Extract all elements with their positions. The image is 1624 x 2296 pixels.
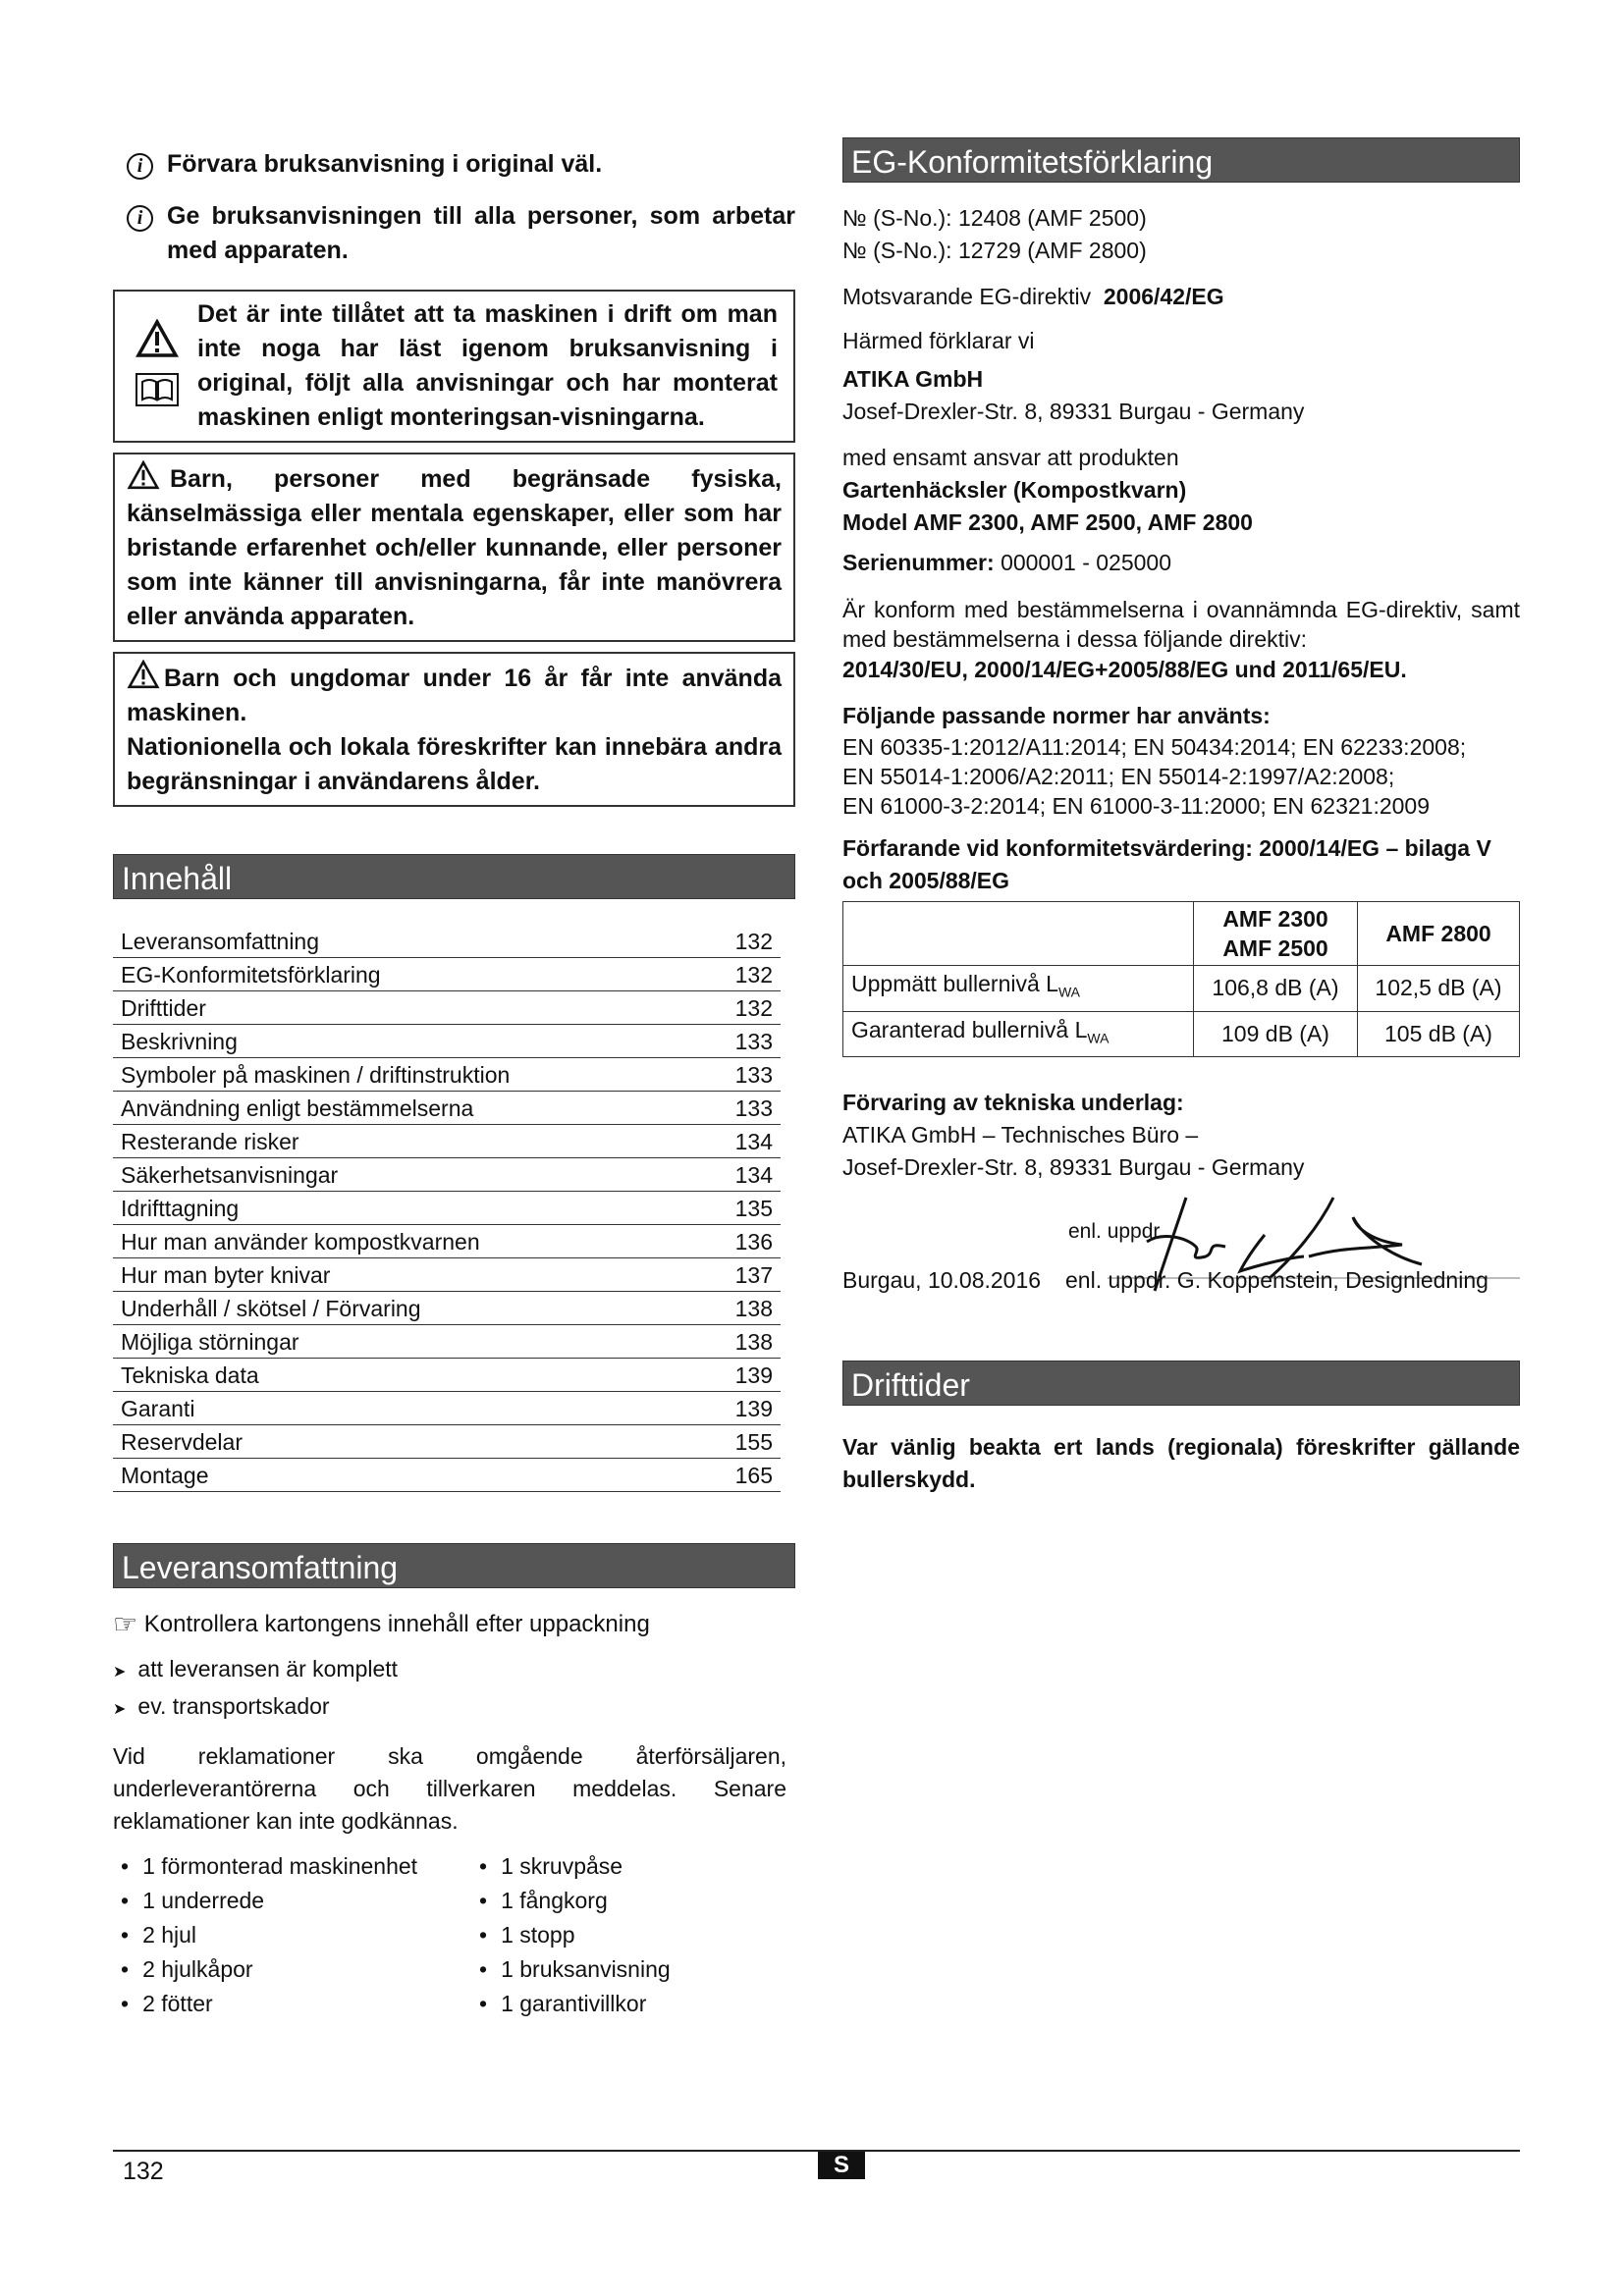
delivery-paragraph: Vid reklamationer ska omgående återförsäljaren, underleverantörerna och tillverkaren meddelas. Senare reklamationer kan inte godkännas.	[113, 1743, 786, 1834]
toc-row[interactable]	[113, 991, 781, 1025]
table-cell: Garanterad bullernivå L	[851, 1016, 1088, 1042]
table-header: AMF 2800	[1358, 902, 1520, 966]
right-column	[842, 137, 1520, 1519]
toc-row[interactable]	[113, 958, 781, 991]
bullet-icon: •	[479, 1922, 488, 1948]
info-icon: i	[127, 205, 153, 232]
toc-row[interactable]	[113, 1325, 781, 1359]
toc-row[interactable]	[113, 1158, 781, 1192]
list-item: • 2 fötter	[121, 1991, 213, 2016]
left-column	[113, 137, 795, 2021]
bullet-icon: •	[121, 1956, 130, 1982]
toc-row[interactable]	[113, 1192, 781, 1225]
footer-divider	[113, 2150, 1520, 2152]
norms-line: EN 61000-3-2:2014; EN 61000-3-11:2000; EN 62321:2009	[842, 793, 1431, 819]
toc-entry-page: 134	[734, 1162, 773, 1188]
toc-row[interactable]	[113, 1125, 781, 1158]
table-row: Uppmätt bullernivå $L_{WA}$ 106,8 dB (A) 102,5 dB (A)	[843, 966, 1520, 1012]
serial-number-2: № (S-No.): 12729 (AMF 2800)	[842, 238, 1147, 263]
operating-heading: Drifttider	[842, 1361, 1520, 1406]
noise-table	[842, 901, 1520, 1057]
toc-entry-page: 155	[734, 1429, 773, 1455]
bullet-icon: •	[121, 1991, 130, 2016]
toc-entry-page: 135	[734, 1196, 773, 1221]
manual-book-icon	[135, 372, 180, 407]
table-cell: 105 dB (A)	[1358, 1011, 1520, 1057]
toc-entry-label: Symboler på maskinen / driftinstruktion	[121, 1062, 511, 1088]
table-cell: 102,5 dB (A)	[1358, 966, 1520, 1012]
list-item: • 1 stopp	[479, 1922, 575, 1948]
table-cell: Uppmätt bullernivå L	[851, 971, 1058, 996]
conformity-section	[842, 202, 1520, 1296]
delivery-section	[113, 1608, 795, 2021]
toc-entry-page: 165	[734, 1463, 773, 1488]
table-cell: 106,8 dB (A)	[1194, 966, 1358, 1012]
table-row	[843, 902, 1520, 966]
page-number: 132	[123, 2158, 164, 2185]
bullet-icon: •	[479, 1956, 488, 1982]
toc-row[interactable]	[113, 1025, 781, 1058]
toc-row[interactable]	[113, 1459, 781, 1492]
language-badge: S	[818, 2152, 865, 2179]
toc-row[interactable]	[113, 1392, 781, 1425]
directive-label: Motsvarande EG-direktiv	[842, 284, 1092, 309]
company-address: Josef-Drexler-Str. 8, 89331 Burgau - Germany	[842, 399, 1305, 424]
list-item: • 2 hjul	[121, 1922, 197, 1948]
toc-entry-page: 133	[734, 1029, 773, 1054]
toc-row[interactable]	[113, 1058, 781, 1092]
toc-entry-label: Drifttider	[121, 995, 206, 1021]
list-item: • 1 fångkorg	[479, 1888, 608, 1913]
directives-list: 2014/30/EU, 2000/14/EG+2005/88/EG und 2011/65/EU.	[842, 657, 1407, 682]
sole-responsibility: med ensamt ansvar att produkten	[842, 445, 1179, 470]
warning-age	[113, 652, 795, 807]
product-name: Gartenhäcksler (Kompostkvarn)	[842, 477, 1187, 503]
list-item: • 2 hjulkåpor	[121, 1956, 253, 1982]
toc-entry-label: Möjliga störningar	[121, 1329, 299, 1355]
toc-row[interactable]	[113, 1225, 781, 1258]
toc-row[interactable]	[113, 1425, 781, 1459]
toc-entry-page: 139	[734, 1396, 773, 1421]
company-name: ATIKA GmbH	[842, 366, 984, 392]
list-item: • 1 skruvpåse	[479, 1853, 623, 1879]
delivery-check-text: Kontrollera kartongens innehåll efter uppackning	[143, 1611, 650, 1637]
arrow-bullet-icon: ➤	[113, 1701, 127, 1718]
list-item: ➤ att leveransen är komplett	[113, 1656, 399, 1682]
pointing-hand-icon: ☞	[113, 1609, 138, 1639]
info-note-text: Förvara bruksanvisning i original väl.	[167, 150, 603, 178]
warning-age-text-2: Nationionella och lokala föreskrifter kan innebära andra begränsningar i användarens ålder.	[127, 733, 782, 795]
warning-persons-text: Barn, personer med begränsade fysiska, känselmässiga eller mentala egenskaper, eller som har bristande erfarenhet och/eller kunnande, eller personer som inte känner till anvisningarna, får inte manövrera eller använda apparaten.	[127, 465, 782, 630]
info-note	[113, 147, 795, 182]
table-of-contents	[113, 925, 781, 1492]
list-item: ➤ ev. transportskador	[113, 1693, 330, 1719]
bullet-icon: •	[121, 1922, 130, 1948]
directive-value: 2006/42/EG	[1103, 284, 1224, 309]
storage-title: Förvaring av tekniska underlag:	[842, 1090, 1184, 1116]
toc-entry-label: Hur man byter knivar	[121, 1262, 331, 1288]
product-models: Model AMF 2300, AMF 2500, AMF 2800	[842, 509, 1253, 535]
list-item: • 1 garantivillkor	[479, 1991, 647, 2016]
toc-entry-label: Beskrivning	[121, 1029, 238, 1054]
list-item: • 1 bruksanvisning	[479, 1956, 671, 1982]
bullet-icon: •	[479, 1888, 488, 1913]
norms-line: EN 55014-1:2006/A2:2011; EN 55014-2:1997/A2:2008;	[842, 764, 1395, 789]
conformity-heading: EG-Konformitetsförklaring	[842, 137, 1520, 183]
procedure-text: Förfarande vid konformitetsvärdering: 2000/14/EG – bilaga V och 2005/88/EG	[842, 835, 1491, 893]
serial-value: 000001 - 025000	[1001, 550, 1171, 575]
conform-text: Är konform med bestämmelserna i ovannämnda EG-direktiv, samt med bestämmelserna i dessa följande direktiv:	[842, 597, 1520, 652]
info-note	[113, 199, 795, 268]
operating-text: Var vänlig beakta ert lands (regionala) föreskrifter gällande bullerskydd.	[842, 1434, 1520, 1493]
toc-entry-label: Leveransomfattning	[121, 929, 320, 954]
serial-number-1: № (S-No.): 12408 (AMF 2500)	[842, 205, 1147, 231]
arrow-bullet-icon: ➤	[113, 1664, 127, 1681]
info-icon: i	[127, 153, 153, 180]
toc-entry-label: Säkerhetsanvisningar	[121, 1162, 339, 1188]
toc-entry-label: Användning enligt bestämmelserna	[121, 1095, 474, 1121]
toc-entry-page: 134	[734, 1129, 773, 1154]
hereby-text: Härmed förklarar vi	[842, 328, 1035, 353]
toc-row[interactable]	[113, 1359, 781, 1392]
toc-entry-page: 133	[734, 1062, 773, 1088]
table-cell: 109 dB (A)	[1194, 1011, 1358, 1057]
toc-entry-label: EG-Konformitetsförklaring	[121, 962, 381, 988]
table-header: AMF 2300	[1222, 906, 1328, 932]
toc-entry-label: Resterande risker	[121, 1129, 299, 1154]
toc-entry-page: 132	[734, 995, 773, 1021]
toc-row[interactable]	[113, 1092, 781, 1125]
table-row: Garanterad bullernivå $L_{WA}$ 109 dB (A) 105 dB (A)	[843, 1011, 1520, 1057]
toc-entry-label: Hur man använder kompostkvarnen	[121, 1229, 480, 1255]
delivery-heading: Leveransomfattning	[113, 1543, 795, 1588]
toc-row[interactable]	[113, 1292, 781, 1325]
table-header: AMF 2500	[1222, 935, 1328, 961]
toc-entry-label: Garanti	[121, 1396, 195, 1421]
storage-line: ATIKA GmbH – Technisches Büro –	[842, 1122, 1199, 1148]
storage-line: Josef-Drexler-Str. 8, 89331 Burgau - Germany	[842, 1154, 1305, 1181]
warning-persons	[113, 453, 795, 642]
signature-date: Burgau, 10.08.2016	[842, 1267, 1042, 1294]
toc-entry-page: 136	[734, 1229, 773, 1255]
toc-entry-page: 138	[734, 1329, 773, 1355]
toc-entry-page: 133	[734, 1095, 773, 1121]
toc-heading: Innehåll	[113, 854, 795, 899]
toc-entry-label: Reservdelar	[121, 1429, 243, 1455]
signer-name: enl. uppdr. G. Koppenstein, Designledning	[1065, 1267, 1489, 1294]
info-note-text: Ge bruksanvisningen till alla personer, som arbetar med apparaten.	[167, 202, 795, 264]
list-item: • 1 förmonterad maskinenhet	[121, 1853, 418, 1879]
toc-entry-page: 132	[734, 929, 773, 954]
warning-read-manual-text: Det är inte tillåtet att ta maskinen i drift om man inte noga har läst igenom bruksanvisning i original, följt alla anvisningar och har monterat maskinen enligt monteringsan-visningarna.	[197, 300, 778, 431]
signature-area	[842, 1188, 1520, 1296]
toc-row[interactable]	[113, 1258, 781, 1292]
enl-uppdr-label: enl. uppdr.	[1068, 1220, 1165, 1244]
toc-entry-label: Tekniska data	[121, 1362, 259, 1388]
norms-line: EN 60335-1:2012/A11:2014; EN 50434:2014; EN 62233:2008;	[842, 734, 1467, 760]
list-item: • 1 underrede	[121, 1888, 265, 1913]
warning-triangle-icon	[135, 319, 179, 358]
toc-entry-label: Montage	[121, 1463, 209, 1488]
warning-age-text-1: Barn och ungdomar under 16 år får inte använda maskinen.	[127, 665, 782, 726]
warning-icons	[123, 297, 191, 435]
norms-title: Följande passande normer har använts:	[842, 703, 1271, 728]
serial-label: Serienummer:	[842, 550, 995, 575]
toc-entry-label: Idrifttagning	[121, 1196, 240, 1221]
delivery-contents-list	[113, 1849, 795, 2021]
toc-entry-page: 138	[734, 1296, 773, 1321]
toc-row[interactable]	[113, 925, 781, 958]
toc-entry-page: 139	[734, 1362, 773, 1388]
toc-entry-page: 132	[734, 962, 773, 988]
bullet-icon: •	[479, 1853, 488, 1879]
toc-entry-page: 137	[734, 1262, 773, 1288]
warning-read-manual	[113, 290, 795, 443]
warning-triangle-icon	[127, 660, 160, 689]
bullet-icon: •	[121, 1853, 130, 1879]
bullet-icon: •	[479, 1991, 488, 2016]
warning-triangle-icon	[127, 460, 160, 490]
bullet-icon: •	[121, 1888, 130, 1913]
toc-entry-label: Underhåll / skötsel / Förvaring	[121, 1296, 421, 1321]
